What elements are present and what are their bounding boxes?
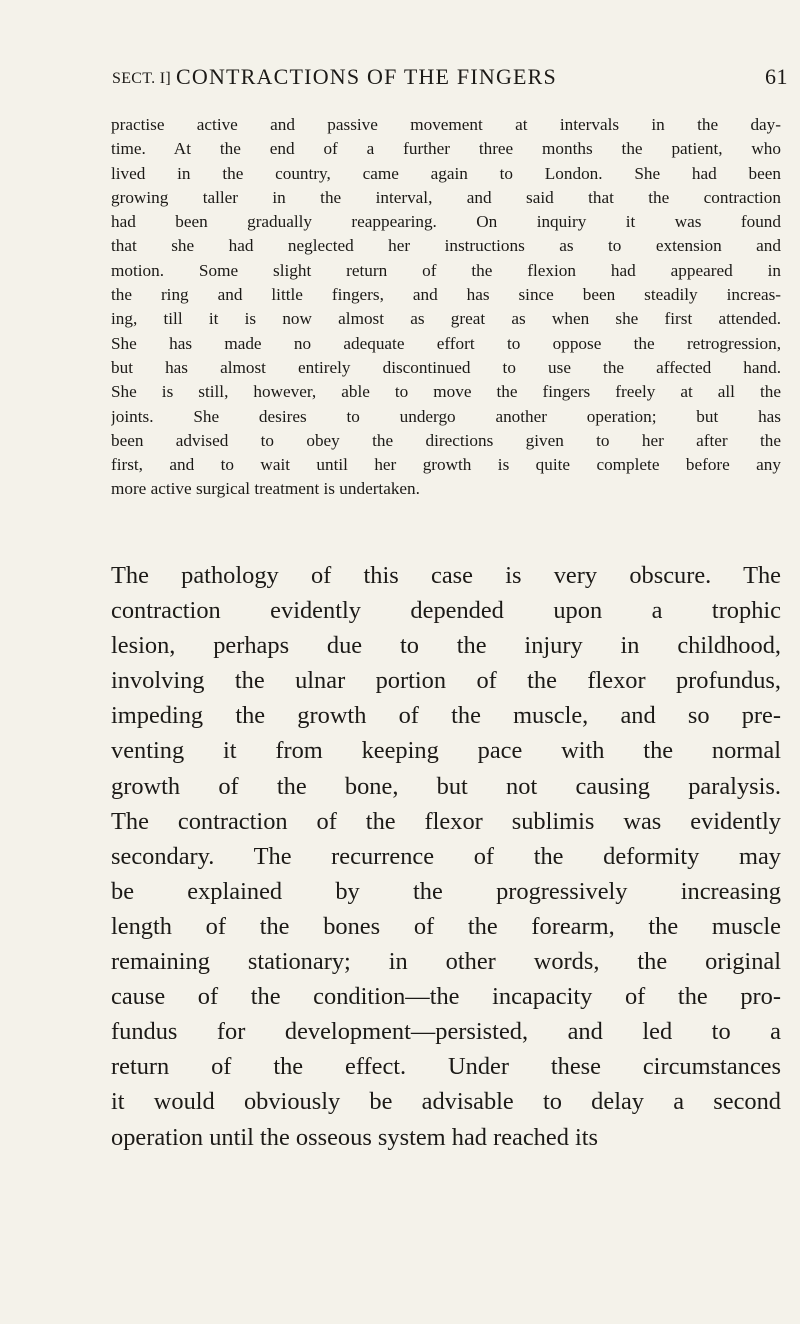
text-line: growth of the bone, but not causing paralysis. [111,772,781,800]
text-line: joints. She desires to undergo another operation; but has [111,406,781,426]
text-line: length of the bones of the forearm, the muscle [111,912,781,940]
text-line: return of the effect. Under these circumstances [111,1053,781,1081]
text-line: contraction evidently depended upon a trophic [111,597,781,625]
text-line: venting it from keeping pace with the normal [111,737,781,765]
text-line: She has made no adequate effort to oppose the retrogression, [111,333,781,353]
text-line: impeding the growth of the muscle, and so pre- [111,702,781,730]
pathology-paragraph [111,558,781,1155]
text-line: time. At the end of a further three months the patient, who [111,139,781,159]
text-line: first, and to wait until her growth is quite complete before any [111,455,781,475]
page-number: 61 [765,64,788,89]
text-line: motion. Some slight return of the flexion had appeared in [111,260,781,280]
text-line: cause of the condition—the incapacity of the pro- [111,983,781,1011]
text-line: growing taller in the interval, and said that the contraction [111,187,781,207]
text-line: that she had neglected her instructions as to extension and [111,236,781,256]
text-line: ing, till it is now almost as great as when she first attended. [111,309,781,329]
text-line: the ring and little fingers, and has since been steadily increas- [111,285,781,305]
text-line: fundus for development—persisted, and led to a [111,1018,781,1046]
chapter-title: CONTRACTIONS OF THE FINGERS [176,64,557,89]
text-line: remaining stationary; in other words, the original [111,948,781,976]
text-line: it would obviously be advisable to delay a second [111,1088,781,1116]
text-line: involving the ulnar portion of the flexor profundus, [111,667,781,695]
section-label: SECT. I] [112,70,171,87]
text-line: lesion, perhaps due to the injury in childhood, [111,632,781,660]
case-narrative-paragraph [111,113,781,502]
text-line: had been gradually reappearing. On inquiry it was found [111,212,781,232]
text-line: The contraction of the flexor sublimis was evidently [111,807,781,835]
text-line: operation until the osseous system had reached its [111,1123,599,1151]
text-line: secondary. The recurrence of the deformity may [111,842,781,870]
text-line: more active surgical treatment is undertaken. [111,479,420,499]
text-line: lived in the country, came again to London. She had been [111,163,781,183]
text-line: be explained by the progressively increasing [111,877,781,905]
text-line: been advised to obey the directions given to her after the [111,430,781,450]
text-line: but has almost entirely discontinued to use the affected hand. [111,357,781,377]
text-line: practise active and passive movement at intervals in the day- [111,115,781,134]
running-header [112,64,788,98]
text-line: She is still, however, able to move the fingers freely at all the [111,382,781,402]
text-line: The pathology of this case is very obscure. The [111,562,781,589]
